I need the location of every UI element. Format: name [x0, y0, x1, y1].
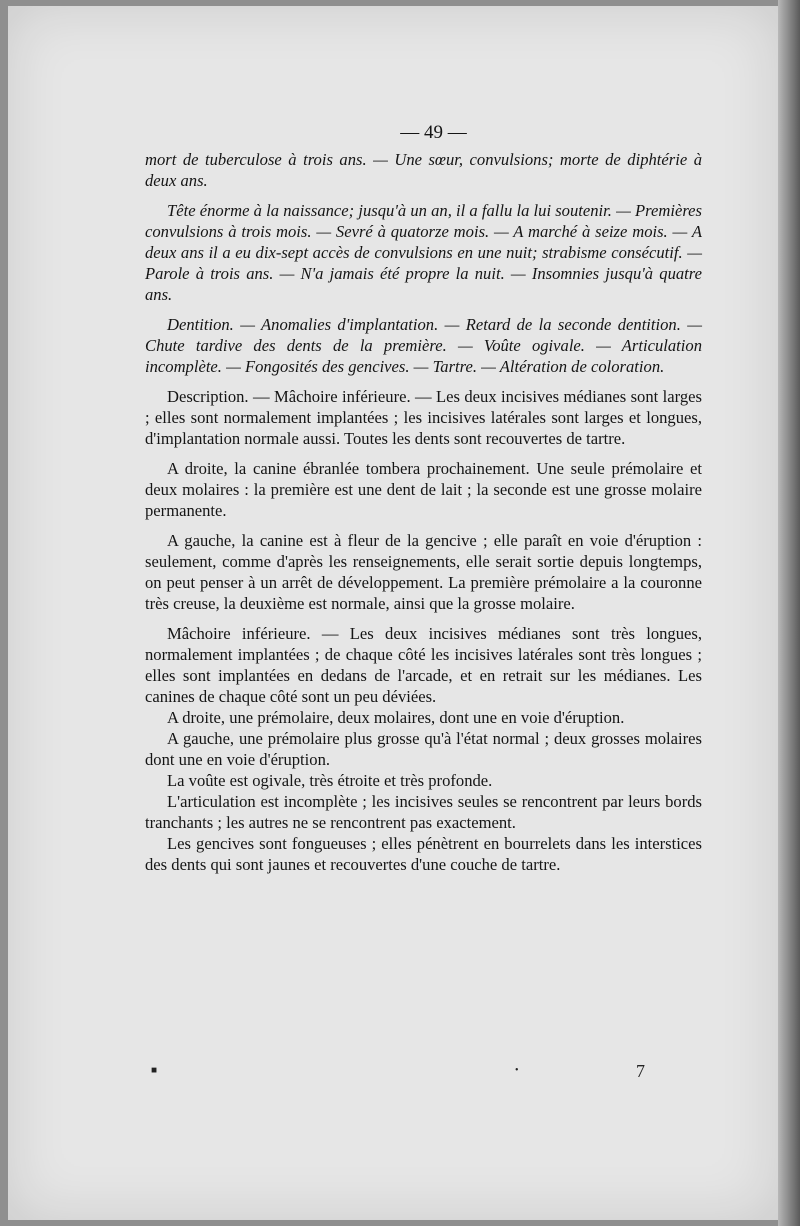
paragraph-palate: La voûte est ogivale, très étroite et très profonde.	[167, 771, 493, 790]
page-text	[145, 122, 702, 875]
printer-mark: ■	[151, 1065, 158, 1076]
paragraph-gums: Les gencives sont fongueuses ; elles pénètrent en bourrelets dans les interstices des dents qui sont jaunes et recouvertes d'une couche de tartre.	[145, 834, 702, 874]
paragraph-description: Description. — Mâchoire inférieure. — Les deux incisives médianes sont larges ; elles sont normalement implantées ; les incisives latérales sont larges et longues, d'implantation normale aussi. Toutes les dents sont recouvertes de tartre.	[145, 387, 702, 448]
paragraph-right-side: A droite, la canine ébranlée tombera prochainement. Une seule prémolaire et deux molaires : la première est une dent de lait ; la seconde est une grosse molaire permanente.	[145, 459, 702, 520]
paragraph-lower-right: A droite, une prémolaire, deux molaires, dont une en voie d'éruption.	[167, 708, 625, 727]
page-footer	[145, 1061, 645, 1085]
paragraph-lower-left: A gauche, une prémolaire plus grosse qu'à l'état normal ; deux grosses molaires dont une en voie d'éruption.	[145, 729, 702, 769]
paragraph-articulation: L'articulation est incomplète ; les incisives seules se rencontrent par leurs bords tranchants ; les autres ne se rencontrent pas exactement.	[145, 792, 702, 832]
page-number: — 49 —	[400, 122, 467, 143]
signature-number: 7	[636, 1061, 645, 1081]
footer-dot: •	[515, 1065, 519, 1076]
paragraph-lower-jaw: Mâchoire inférieure. — Les deux incisives médianes sont très longues, normalement implantées ; de chaque côté les incisives latérales sont très longues ; elles sont implantées en dedans de l'arcade, et en retrait sur les médianes. Les canines de chaque côté sont un peu déviées.	[145, 624, 702, 706]
paragraph-childhood: Tête énorme à la naissance; jusqu'à un an, il a fallu la lui soutenir. — Premières convulsions à trois mois. — Sevré à quatorze mois. — A marché à seize mois. — A deux ans il a eu dix-sept accès de convulsions en une nuit; strabisme consécutif. — Parole à trois ans. — N'a jamais été propre la nuit. — Insomnies jusqu'à quatre ans.	[145, 201, 702, 304]
paragraph-left-side: A gauche, la canine est à fleur de la gencive ; elle paraît en voie d'éruption : seulement, comme d'après les renseignements, elle serait sortie depuis longtemps, on peut penser à un arrêt de développement. La première prémolaire a la couronne très creuse, la deuxième est normale, ainsi que la grosse molaire.	[145, 531, 702, 613]
paragraph-dentition-summary: Dentition. — Anomalies d'implantation. — Retard de la seconde dentition. — Chute tardive des dents de la première. — Voûte ogivale. — Articulation incomplète. — Fongosités des gencives. — Tartre. — Altération de coloration.	[145, 315, 702, 376]
document-page	[8, 6, 778, 1220]
paragraph-family-history: mort de tuberculose à trois ans. — Une sœur, convulsions; morte de diphtérie à deux ans.	[145, 150, 702, 190]
page-edge-shadow	[778, 0, 800, 1226]
